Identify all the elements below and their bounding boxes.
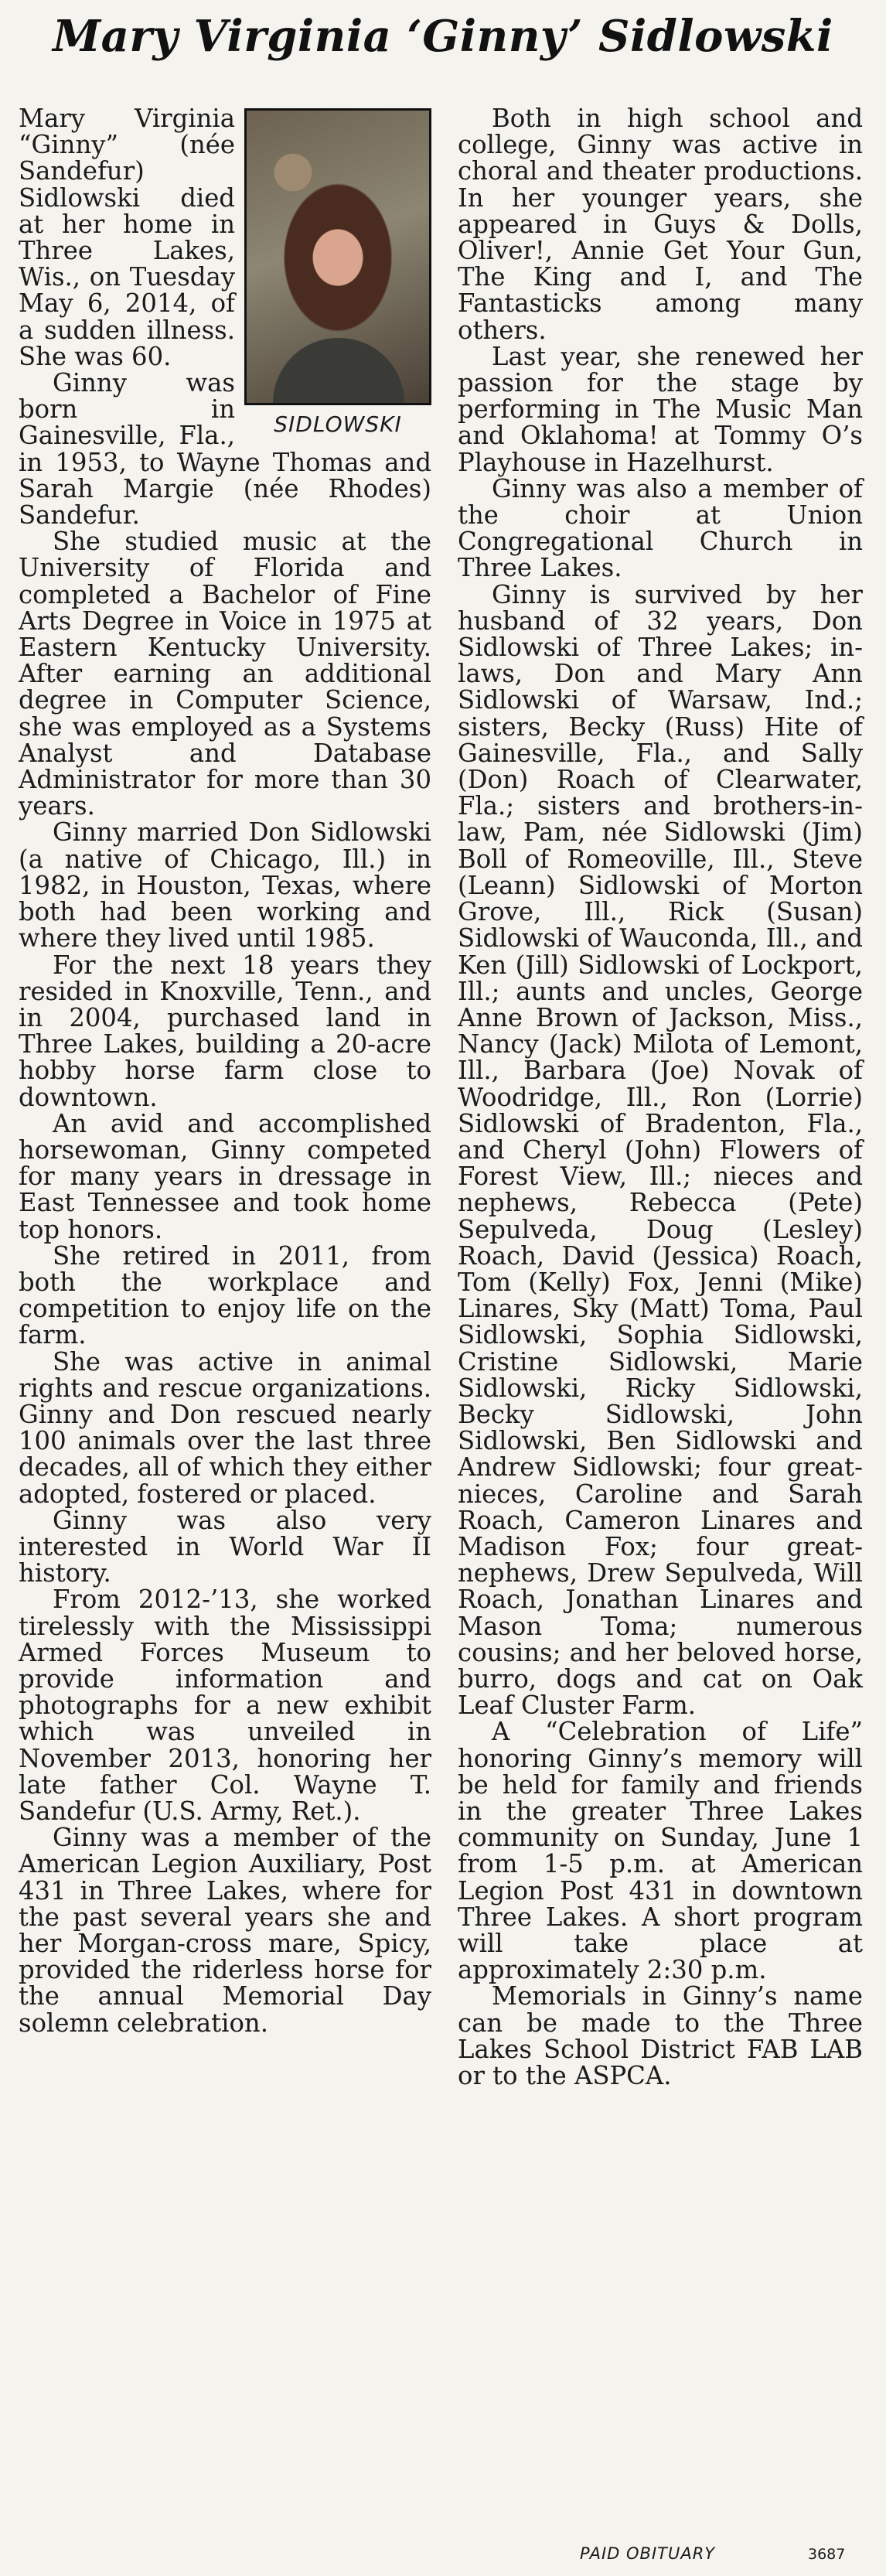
photo-block <box>244 108 431 438</box>
paragraph: Ginny was a member of the American Legion Auxiliary, Post 431 in Three Lakes, where for the past several years she and her Morgan-cross mare, Spicy, provided the riderless horse for the annual Memorial Day solemn celebration. <box>19 1823 431 2038</box>
paid-obituary-label: PAID OBITUARY <box>580 2544 716 2563</box>
portrait-shoulders <box>273 338 404 403</box>
paragraph: For the next 18 years they resided in Knoxville, Tenn., and in 2004, purchased land in Three Lakes, building a 20-acre hobby horse farm close to downtown. <box>19 950 431 1112</box>
ad-code: 3687 <box>808 2546 846 2563</box>
survivors-paragraph: Ginny is survived by her husband of 32 years, Don Sidlowski of Three Lakes; in-laws, Don and Mary Ann Sidlowski of Warsaw, Ind.; sisters, Becky (Russ) Hite of Gainesville, Fla., and Sally (Don) Roach of Clearwater, Fla.; sisters and brothers-in-law, Pam, née Sidlowski (Jim) Boll of Romeoville, Ill., Steve (Leann) Sidlowski of Morton Grove, Ill., Rick (Susan) Sidlowski of Wauconda, Ill., and Ken (Jill) Sidlowski of Lockport, Ill.; aunts and uncles, George Anne Brown of Jackson, Miss., Nancy (Jack) Milota of Lemont, Ill., Barbara (Joe) Novak of Woodridge, Ill., Ron (Lorrie) Sidlowski of Bradenton, Fla., and Cheryl (John) Flowers of Forest View, Ill.; nieces and nephews, Rebecca (Pete) Sepulveda, Doug (Lesley) Roach, David (Jessica) Roach, Tom (Kelly) Fox, Jenni (Mike) Linares, Sky (Matt) Toma, Paul Sidlowski, Sophia Sidlowski, Cristine Sidlowski, Marie Sidlowski, Ricky Sidlowski, Becky Sidlowski, John Sidlowski, Ben Sidlowski and Andrew Sidlowski; four great-nieces, Caroline and Sarah Roach, Cameron Linares and Madison Fox; four great-nephews, Drew Sepulveda, Will Roach, Jonathan Linares and Mason Toma; numerous cousins; and her beloved horse, burro, dogs and cat on Oak Leaf Cluster Farm. <box>458 579 863 1721</box>
paragraph: From 2012-’13, she worked tirelessly with the Mississippi Armed Forces Museum to provide information and photographs for a new exhibit which was unveiled in November 2013, honoring her late father Col. Wayne T. Sandefur (U.S. Army, Ret.). <box>19 1585 431 1826</box>
paragraph: She was active in animal rights and rescue organizations. Ginny and Don rescued nearly 100 animals over the last three decades, all of which they either adopted, fostered or placed. <box>19 1346 431 1509</box>
left-column <box>19 105 431 2533</box>
paragraph: Ginny was born in Gainesville, Fla., in 1953, to Wayne Thomas and Sarah Margie (née Rhodes) Sandefur. <box>19 368 431 531</box>
paragraph: Ginny married Don Sidlowski (a native of Chicago, Ill.) in 1982, in Houston, Texas, where both had been working and where they lived until 1985. <box>19 817 431 954</box>
right-column <box>458 105 863 2533</box>
paragraph: Mary Virginia “Ginny” (née Sandefur) Sidlowski died at her home in Three Lakes, Wis., on Tuesday May 6, 2014, of a sudden illness. She was 60. <box>19 104 235 371</box>
paragraph: A “Celebration of Life” honoring Ginny’s memory will be held for family and friends in the greater Three Lakes community on Sunday, June 1 from 1-5 p.m. at American Legion Post 431 in downtown Three Lakes. A short program will take place at approximately 2:30 p.m. <box>458 1717 863 1985</box>
paragraph: Ginny was also very interested in World War II history. <box>19 1505 431 1588</box>
paragraph: She studied music at the University of Florida and completed a Bachelor of Fine Arts Degree in Voice in 1975 at Eastern Kentucky University. After earning an additional degree in Computer Science, she was employed as a Systems Analyst and Database Administrator for more than 30 years. <box>19 527 431 821</box>
paragraph: Memorials in Ginny’s name can be made to the Three Lakes School District FAB LAB or to the ASPCA. <box>458 1981 863 2091</box>
paragraph: Last year, she renewed her passion for the stage by performing in The Music Man and Oklahoma! at Tommy O’s Playhouse in Hazelhurst. <box>458 341 863 477</box>
paragraph: Both in high school and college, Ginny was active in choral and theater productions. In her younger years, she appeared in Guys & Dolls, Oliver!, Annie Get Your Gun, The King and I, and The Fantasticks among many others. <box>458 104 863 345</box>
paragraph: Ginny was also a member of the choir at Union Congregational Church in Three Lakes. <box>458 473 863 583</box>
paragraph: She retired in 2011, from both the workplace and competition to enjoy life on the farm. <box>19 1240 431 1350</box>
obituary-headline: Mary Virginia ‘Ginny’ Sidlowski <box>53 11 833 62</box>
photo-caption: SIDLOWSKI <box>274 411 402 437</box>
portrait-photo <box>244 108 431 405</box>
paragraph: An avid and accomplished horsewoman, Ginny competed for many years in dressage in East Tennessee and took home top honors. <box>19 1108 431 1244</box>
